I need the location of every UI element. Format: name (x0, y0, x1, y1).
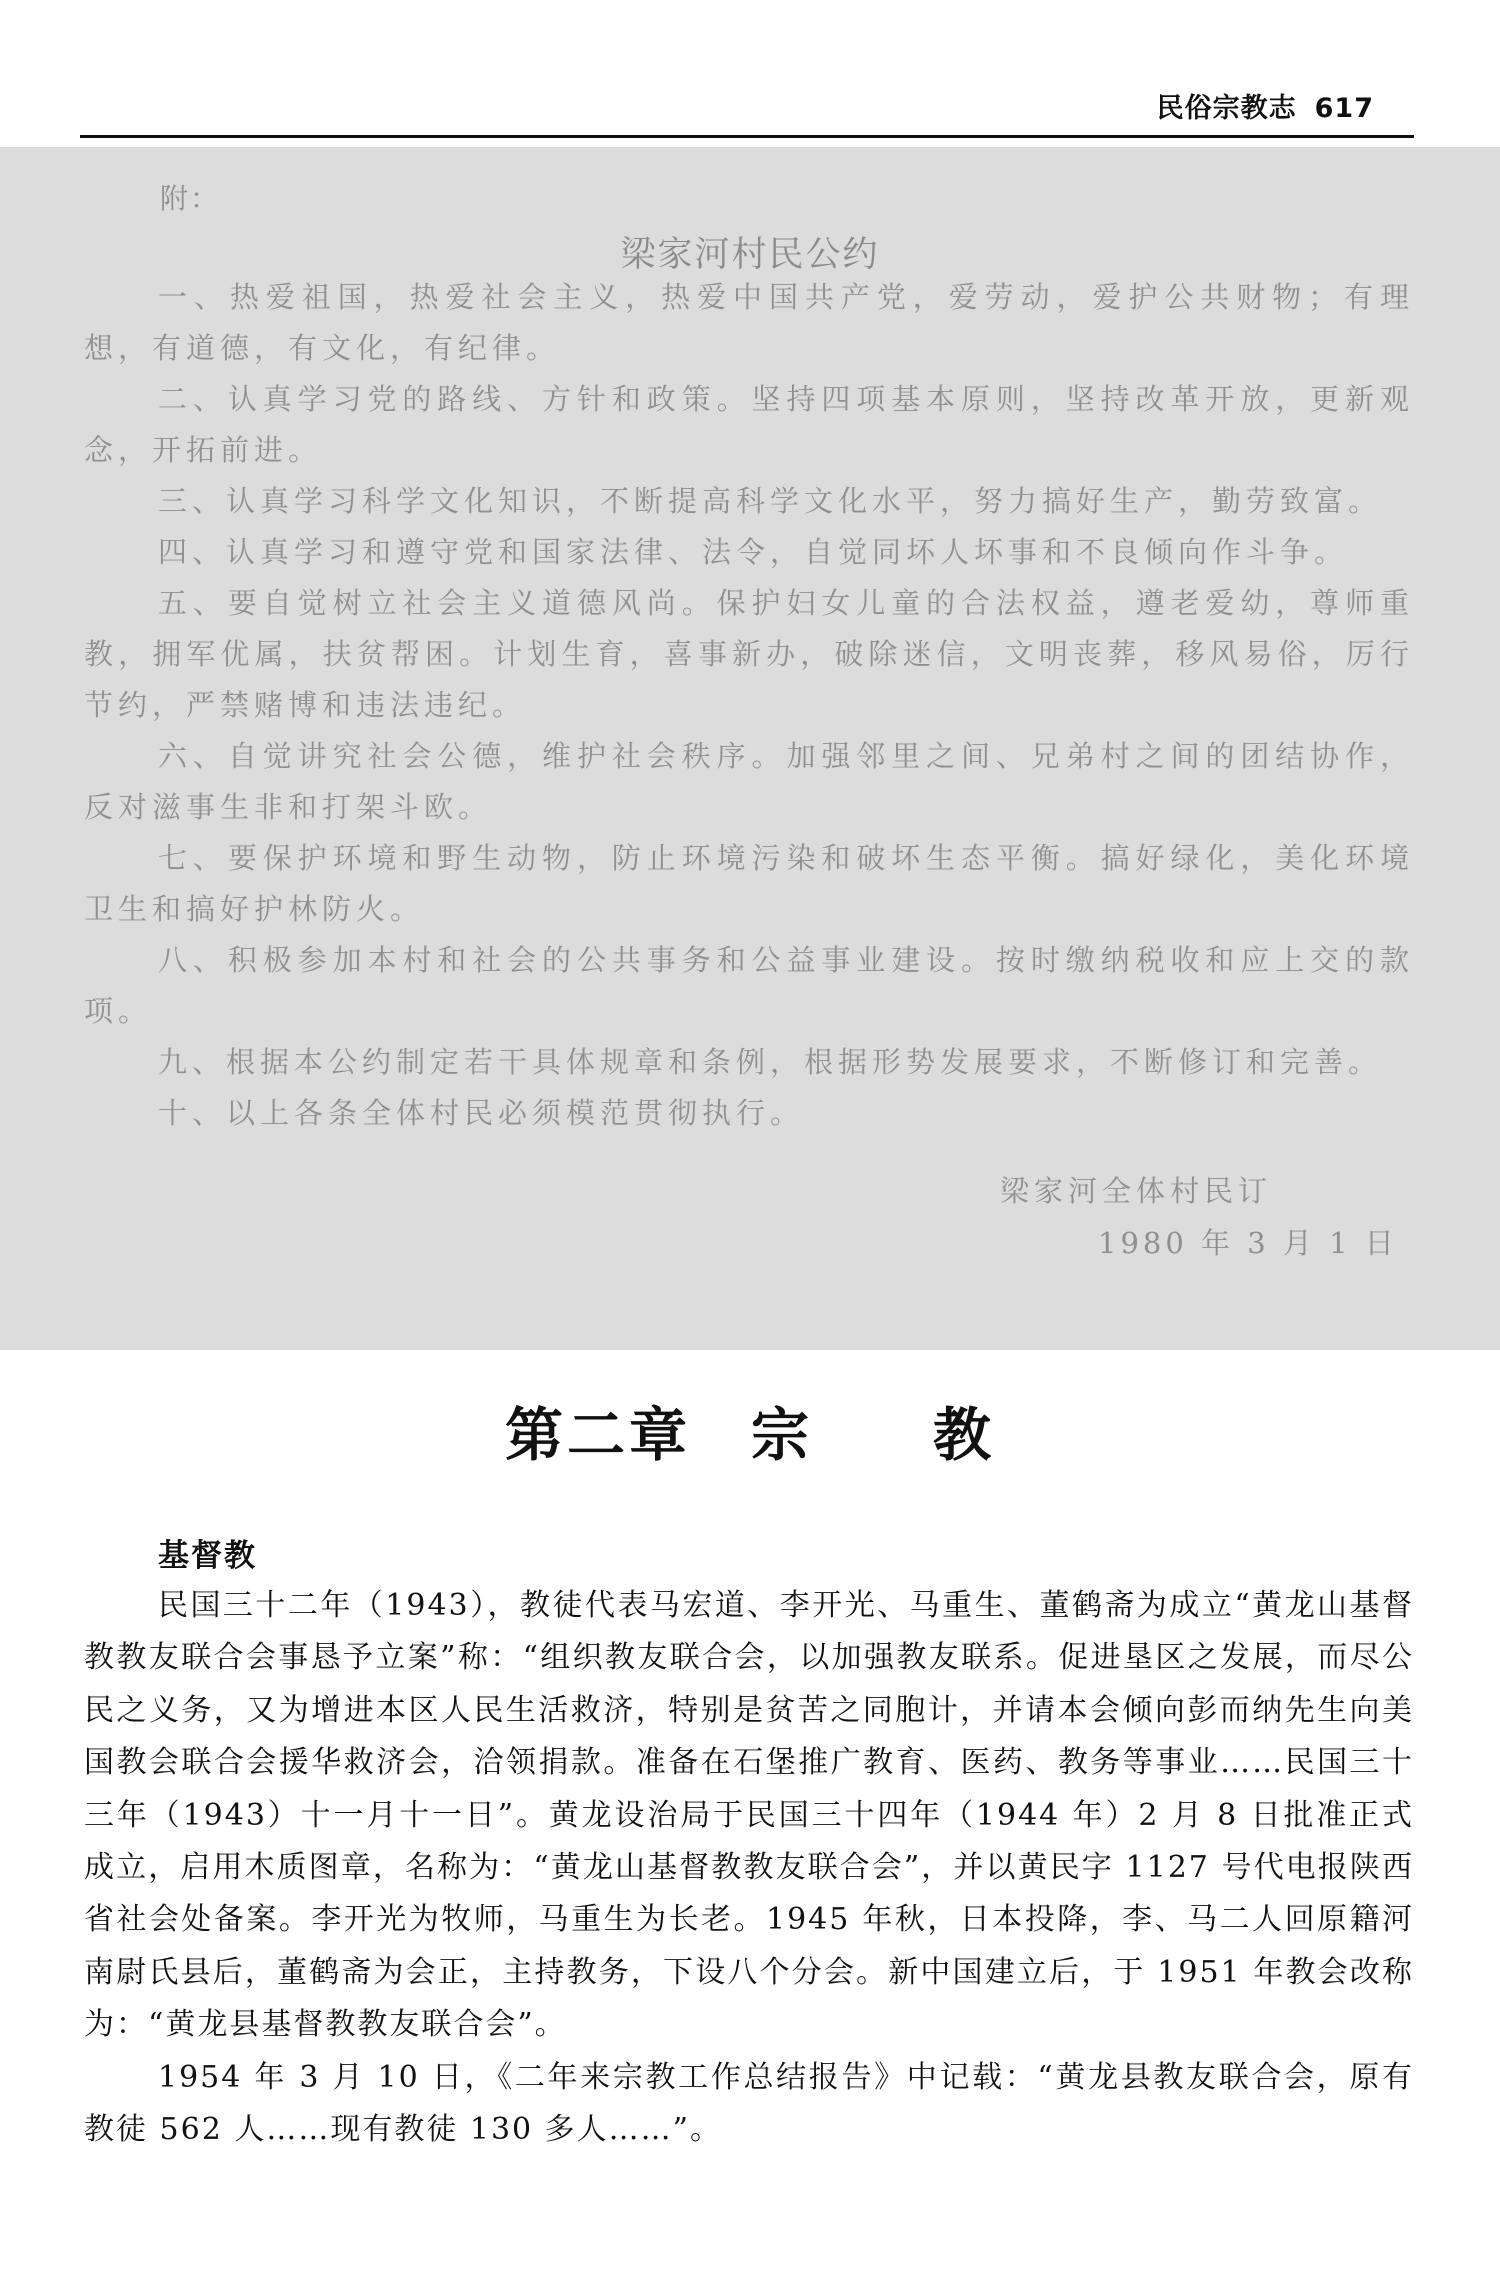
running-header (80, 78, 1414, 124)
chapter-name-1: 宗 (750, 1401, 813, 1469)
running-header-text (1157, 86, 1374, 125)
article: 一、热爱祖国，热爱社会主义，热爱中国共产党，爱劳动，爱护公共财物；有理想，有道德，有文化，有纪律。 (84, 280, 1414, 365)
appendix-label: 附： (160, 182, 221, 215)
article: 五、要自觉树立社会主义道德风尚。保护妇女儿童的合法权益，遵老爱幼，尊师重教，拥军优属，扶贫帮困。计划生育，喜事新办，破除迷信，文明丧葬，移风易俗，厉行节约，严禁赌博和违法违纪。 (84, 586, 1414, 722)
page-number: 617 (1314, 93, 1374, 124)
article-list (84, 272, 1414, 1139)
chapter-title (0, 1388, 1500, 1472)
body-paragraph: 1954 年 3 月 10 日，《二年来宗教工作总结报告》中记载：“黄龙县教友联合会，原有教徒 562 人……现有教徒 130 多人……”。 (84, 2059, 1414, 2148)
chapter-name-2: 教 (933, 1401, 996, 1469)
article: 九、根据本公约制定若干具体规章和条例，根据形势发展要求，不断修订和完善。 (158, 1045, 1383, 1079)
section-title: 民俗宗教志 (1156, 93, 1297, 124)
signature: 梁家河全体村民订 (1000, 1174, 1273, 1208)
article: 四、认真学习和遵守党和国家法律、法令，自觉同坏人坏事和不良倾向作斗争。 (158, 535, 1349, 569)
chapter-number: 第二章 (504, 1401, 691, 1469)
appendix-title: 梁家河村民公约 (620, 235, 880, 275)
body-paragraph: 民国三十二年（1943），教徒代表马宏道、李开光、马重生、董鹤斋为成立“黄龙山基督教教友联合会事恳予立案”称：“组织教友联合会，以加强教友联系。促进垦区之发展，而尽公民之义务，又为增进本区人民生活救济，特别是贫苦之同胞计，并请本会倾向彭而纳先生向美国教会联合会援华救济会，洽领捐款。准备在石堡推广教育、医药、教务等事业……民国三十三年（1943）十一月十一日”。黄龙设治局于民国三十四年（1944 年）2 月 8 日批准正式成立，启用木质图章，名称为：“黄龙山基督教教友联合会”，并以黄民字 1127 号代电报陕西省社会处备案。李开光为牧师，马重生为长老。1945 年秋，日本投降，李、马二人回原籍河南尉氏县后，董鹤斋为会正，主持教务，下设八个分会。新中国建立后，于 1951 年教会改称为：“黄龙县基督教教友联合会”。 (84, 1588, 1414, 2043)
section-body (84, 1580, 1414, 2156)
article: 七、要保护环境和野生动物，防止环境污染和破坏生态平衡。搞好绿化，美化环境卫生和搞好护林防火。 (84, 841, 1414, 926)
article: 六、自觉讲究社会公德，维护社会秩序。加强邻里之间、兄弟村之间的团结协作，反对滋事生非和打架斗欧。 (84, 739, 1414, 824)
article: 十、以上各条全体村民必须模范贯彻执行。 (158, 1096, 805, 1130)
article: 八、积极参加本村和社会的公共事务和公益事业建设。按时缴纳税收和应上交的款项。 (84, 943, 1414, 1028)
appendix-box (0, 147, 1500, 1350)
header-rule (80, 135, 1414, 138)
signature-date: 1980 年 3 月 1 日 (1098, 1226, 1398, 1260)
article: 三、认真学习科学文化知识，不断提高科学文化水平，努力搞好生产，勤劳致富。 (158, 484, 1383, 518)
article: 二、认真学习党的路线、方针和政策。坚持四项基本原则，坚持改革开放，更新观念，开拓前进。 (84, 382, 1414, 467)
section-heading: 基督教 (158, 1538, 257, 1574)
